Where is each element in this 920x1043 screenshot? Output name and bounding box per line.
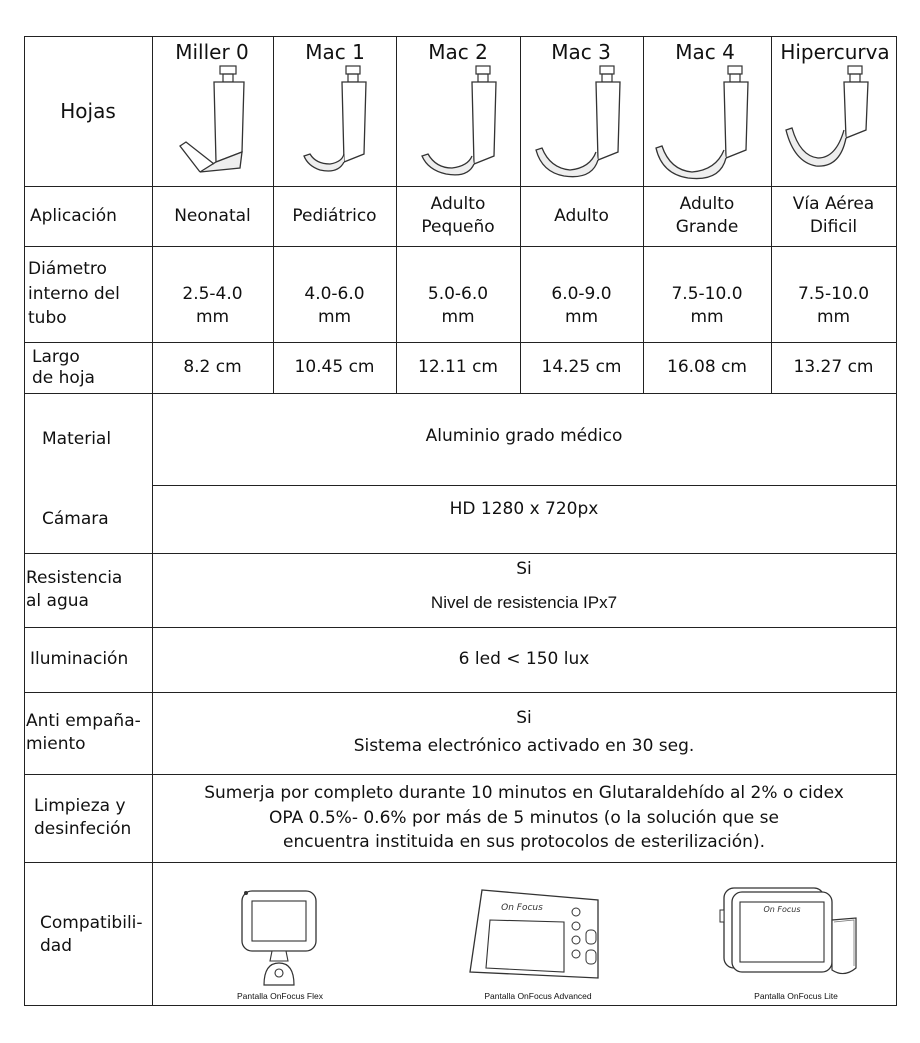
diametro-value: 4.0-6.0 mm xyxy=(304,284,365,327)
row-divider xyxy=(24,553,897,554)
antiempanamiento-value-sistema: Sistema electrónico activado en 30 seg. xyxy=(353,735,695,756)
diametro-value: 7.5-10.0 mm xyxy=(797,284,870,327)
iluminacion-value: 6 led < 150 lux xyxy=(458,649,590,670)
onfocus-lite-screen-icon xyxy=(716,880,866,985)
aplicacion-value: Adulto Grande xyxy=(675,194,739,237)
resistencia-label: Resistencia al agua xyxy=(26,568,123,611)
largo-label: Largo de hoja xyxy=(32,347,95,388)
blade-name-miller-0: Miller 0 xyxy=(175,40,249,64)
lite-caption: Pantalla OnFocus Lite xyxy=(754,991,838,1001)
largo-value: 16.08 cm xyxy=(667,357,747,378)
diametro-value: 5.0-6.0 mm xyxy=(427,284,489,327)
flex-caption: Pantalla OnFocus Flex xyxy=(237,991,323,1001)
largo-value: 12.11 cm xyxy=(418,357,498,378)
mac3-blade-icon xyxy=(530,64,640,184)
mac2-blade-icon xyxy=(410,64,520,184)
aplicacion-label: Aplicación xyxy=(30,205,117,226)
diametro-value: 2.5-4.0 mm xyxy=(182,284,243,327)
svg-text:On Focus: On Focus xyxy=(501,903,543,913)
aplicacion-value: Pediátrico xyxy=(292,205,377,226)
iluminacion-label: Iluminación xyxy=(30,649,129,670)
onfocus-flex-screen-icon xyxy=(234,885,324,995)
aplicacion-value: Adulto xyxy=(554,205,609,226)
hipercurva-blade-icon xyxy=(780,64,890,184)
blade-name-mac-2: Mac 2 xyxy=(428,40,488,64)
row-divider xyxy=(24,246,897,247)
row-divider xyxy=(24,692,897,693)
aplicacion-value: Vía Aérea Dificil xyxy=(792,194,875,237)
blade-name-mac-4: Mac 4 xyxy=(675,40,735,64)
limpieza-value: Sumerja por completo durante 10 minutos en Glutaraldehído al 2% o cidex OPA 0.5%- 0.6% por más de 5 minutos (o la solución que se encuentra instituida en sus protocolos de esterilización). xyxy=(204,783,844,853)
blade-name-mac-3: Mac 3 xyxy=(551,40,611,64)
camara-label: Cámara xyxy=(42,508,109,529)
mac1-blade-icon xyxy=(290,64,390,184)
aplicacion-value: Neonatal xyxy=(174,205,251,226)
blade-name-mac-1: Mac 1 xyxy=(305,40,365,64)
diametro-label: Diámetro interno del tubo xyxy=(28,259,120,329)
miller-blade-icon xyxy=(170,64,270,184)
blade-name-hipercurva: Hipercurva xyxy=(780,40,890,64)
compatibilidad-label: Compatibili- dad xyxy=(40,913,143,956)
antiempanamiento-value-si: Si xyxy=(516,707,532,728)
largo-value: 14.25 cm xyxy=(541,357,622,378)
diametro-value: 6.0-9.0 mm xyxy=(551,284,612,327)
largo-value: 10.45 cm xyxy=(294,357,375,378)
aplicacion-value: Adulto Pequeño xyxy=(421,194,495,237)
antiempanamiento-label: Anti empaña- miento xyxy=(26,711,141,754)
hojas-label: Hojas xyxy=(60,98,116,123)
mac4-blade-icon xyxy=(652,64,768,184)
row-divider xyxy=(24,862,897,863)
largo-value: 8.2 cm xyxy=(183,357,242,378)
svg-text:On Focus: On Focus xyxy=(763,905,801,914)
diametro-value: 7.5-10.0 mm xyxy=(671,284,743,327)
limpieza-label: Limpieza y desinfeción xyxy=(34,796,132,839)
camara-value: HD 1280 x 720px xyxy=(449,498,599,519)
col-divider xyxy=(896,36,897,1006)
row-divider xyxy=(24,36,897,37)
material-label: Material xyxy=(42,428,112,449)
largo-value: 13.27 cm xyxy=(793,357,874,378)
resistencia-value-nivel: Nivel de resistencia IPx7 xyxy=(430,592,618,612)
material-value: Aluminio grado médico xyxy=(425,425,623,446)
row-divider xyxy=(24,1005,897,1006)
onfocus-advanced-screen-icon xyxy=(462,880,612,985)
advanced-caption: Pantalla OnFocus Advanced xyxy=(484,991,592,1001)
resistencia-value-si: Si xyxy=(516,558,532,579)
